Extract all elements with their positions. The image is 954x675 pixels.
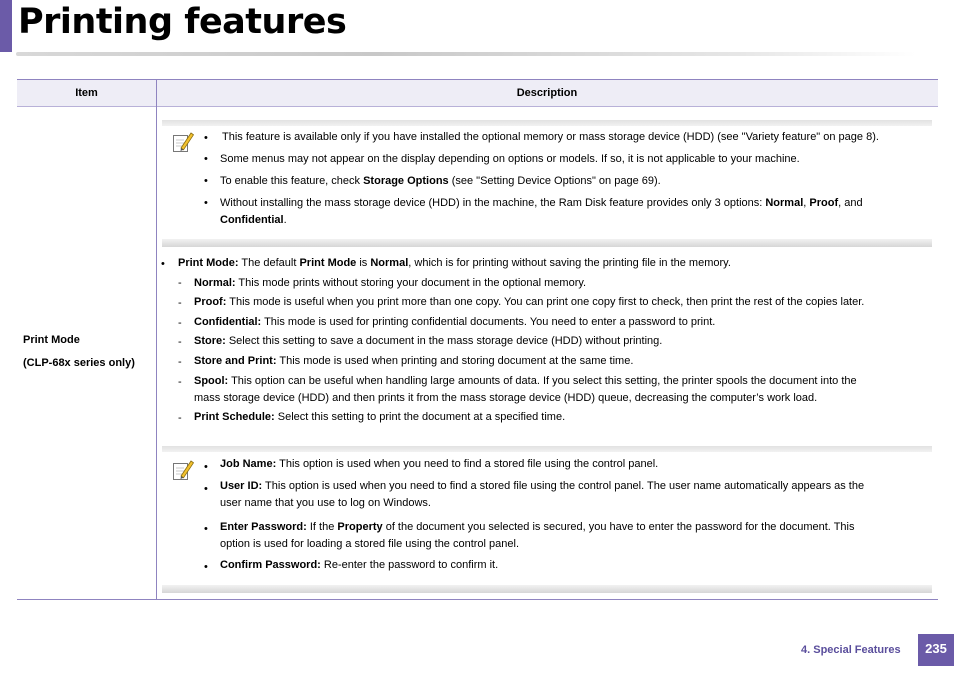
bullet: • bbox=[204, 483, 208, 495]
note-pencil-icon bbox=[172, 130, 194, 154]
note-pencil-icon bbox=[172, 458, 194, 482]
dash: - bbox=[178, 356, 182, 368]
note-top-bar bbox=[162, 446, 932, 452]
bullet: • bbox=[204, 132, 208, 144]
page-number: 235 bbox=[918, 634, 954, 666]
note-top-bar bbox=[162, 120, 932, 126]
note1-item-2: Some menus may not appear on the display depending on options or models. If so, it is not applicable to your machine. bbox=[220, 153, 800, 165]
note2-enter-password: Enter Password: If the Property of the document you selected is secured, you have to enter the password for the document. This option is used for loading a stored file using the control panel. bbox=[220, 521, 855, 550]
footer-section: 4. Special Features bbox=[801, 644, 901, 656]
header-item: Item bbox=[75, 87, 98, 99]
bullet: • bbox=[204, 197, 208, 209]
bullet: • bbox=[204, 523, 208, 535]
note-bottom-bar bbox=[162, 239, 932, 247]
bullet: • bbox=[204, 561, 208, 573]
note1-item-4: Without installing the mass storage device (HDD) in the machine, the Ram Disk feature provides only 3 options: Normal, Proof, and Confidential. bbox=[220, 197, 863, 226]
note1-item-1: This feature is available only if you have installed the optional memory or mass storage device (HDD) (see "Variety feature" on page 8). bbox=[222, 131, 879, 143]
bullet: • bbox=[204, 175, 208, 187]
column-divider bbox=[156, 80, 157, 600]
chapter-side-tab bbox=[0, 0, 12, 52]
item-model-note: (CLP-68x series only) bbox=[23, 357, 135, 369]
note2-job-name: Job Name: This option is used when you need to find a stored file using the control panel. bbox=[220, 458, 659, 470]
option-store-and-print: Store and Print: This mode is used when printing and storing document at the same time. bbox=[194, 355, 634, 367]
dash: - bbox=[178, 297, 182, 309]
header-description: Description bbox=[516, 87, 578, 99]
option-print-schedule: Print Schedule: Select this setting to print the document at a specified time. bbox=[194, 411, 566, 423]
option-proof: Proof: This mode is useful when you print more than one copy. You can print one copy first to check, then print the rest of the copies later. bbox=[194, 296, 865, 308]
option-store: Store: Select this setting to save a document in the mass storage device (HDD) without printing. bbox=[194, 335, 663, 347]
features-table bbox=[17, 79, 938, 601]
note-box-2 bbox=[162, 446, 932, 593]
note1-item-3: To enable this feature, check Storage Options (see "Setting Device Options" on page 69). bbox=[220, 175, 661, 187]
print-mode-intro: Print Mode: The default Print Mode is Normal, which is for printing without saving the printing file in the memory. bbox=[178, 257, 731, 269]
bullet: • bbox=[161, 258, 165, 270]
bullet: • bbox=[204, 461, 208, 473]
option-spool: Spool: This option can be useful when handling large amounts of data. If you select this setting, the printer spools the document into the mass storage device (HDD) and then prints it from the mass storage device (HDD) queue, decreasing the computer’s work load. bbox=[194, 375, 857, 404]
dash: - bbox=[178, 336, 182, 348]
note2-user-id: User ID: This option is used when you need to find a stored file using the control panel. The user name automatically appears as the user name that you use to log on Windows. bbox=[220, 480, 865, 509]
table-bottom-border bbox=[17, 599, 938, 600]
option-confidential: Confidential: This mode is used for printing confidential documents. You need to enter a password to print. bbox=[194, 316, 716, 328]
dash: - bbox=[178, 277, 182, 289]
note-bottom-bar bbox=[162, 585, 932, 593]
note2-confirm-password: Confirm Password: Re-enter the password to confirm it. bbox=[220, 559, 499, 571]
dash: - bbox=[178, 412, 182, 424]
note-box-1 bbox=[162, 120, 932, 247]
title-rule bbox=[16, 52, 916, 56]
item-print-mode: Print Mode bbox=[23, 334, 80, 346]
dash: - bbox=[178, 376, 182, 388]
page-title: Printing features bbox=[18, 2, 347, 42]
bullet: • bbox=[204, 153, 208, 165]
dash: - bbox=[178, 317, 182, 329]
option-normal: Normal: This mode prints without storing your document in the optional memory. bbox=[194, 277, 587, 289]
